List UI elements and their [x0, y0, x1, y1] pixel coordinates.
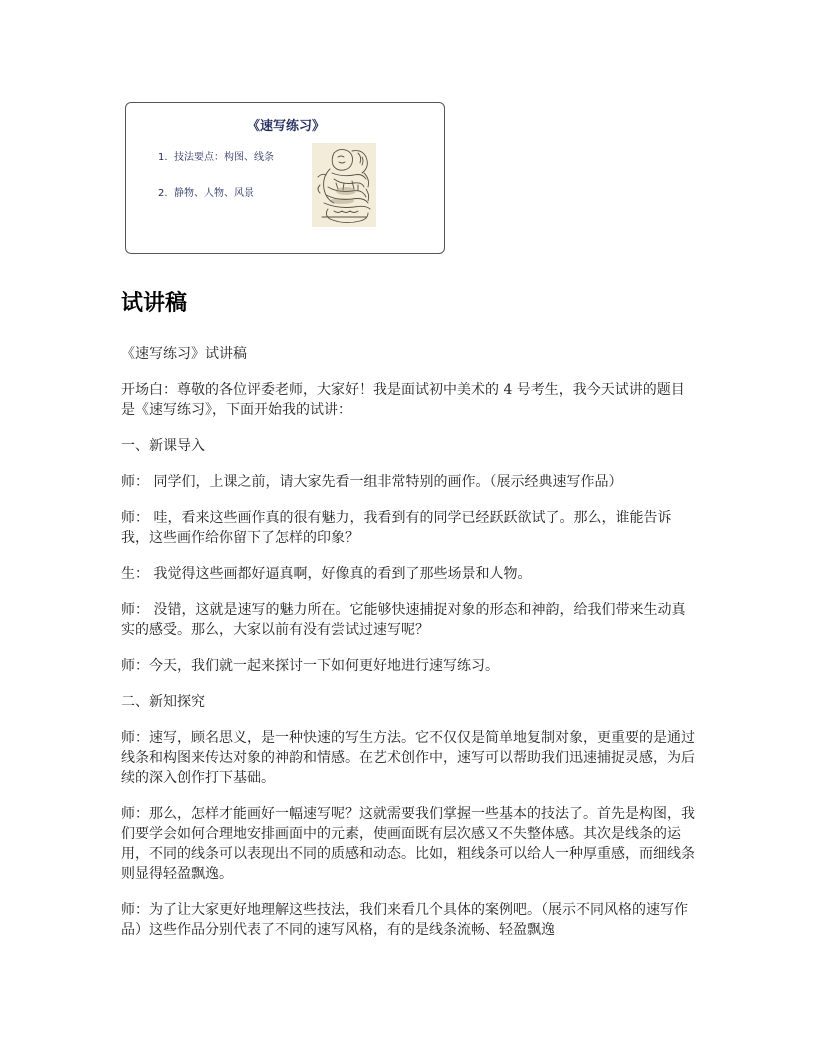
paragraph: 师：今天，我们就一起来探讨一下如何更好地进行速写练习。: [121, 658, 499, 674]
paragraph: 师：那么，怎样才能画好一幅速写呢？这就需要我们掌握一些基本的技法了。首先是构图，我们要学会如何合理地安排画面中的元素，使画面既有层次感又不失整体感。其次是线条的运用，不同的线条可以表现出不同的质感和动态。比如，粗线条可以给人一种厚重感，而细线条则显得轻盈飘逸。: [121, 806, 695, 882]
paragraph: 生： 我觉得这些画都好逼真啊，好像真的看到了那些场景和人物。: [121, 566, 532, 582]
page-heading: 试讲稿: [121, 291, 188, 316]
slide-bullet-list: [158, 151, 274, 223]
sketch-illustration-icon: [312, 143, 376, 227]
slide-bullet-text: 静物、人物、风景: [174, 188, 254, 199]
section-heading: 二、新知探究: [121, 694, 205, 710]
slide-thumbnail: [125, 102, 445, 254]
slide-bullet-item: [158, 151, 274, 165]
slide-bullet-number: 1.: [158, 152, 168, 163]
slide-bullet-text: 技法要点：构图、线条: [174, 152, 274, 163]
document-body: [121, 344, 696, 956]
paragraph: 师： 同学们，上课之前，请大家先看一组非常特别的画作。（展示经典速写作品）: [121, 474, 623, 490]
paragraph: 师：速写，顾名思义，是一种快速的写生方法。它不仅仅是简单地复制对象，更重要的是通过线条和构图来传达对象的神韵和情感。在艺术创作中，速写可以帮助我们迅速捕捉灵感，为后续的深入创作打下基础。: [121, 730, 695, 786]
paragraph: 师： 哇，看来这些画作真的很有魅力，我看到有的同学已经跃跃欲试了。那么，谁能告诉我，这些画作给你留下了怎样的印象？: [121, 510, 672, 546]
paragraph: 师：为了让大家更好地理解这些技法，我们来看几个具体的案例吧。（展示不同风格的速写作品）这些作品分别代表了不同的速写风格，有的是线条流畅、轻盈飘逸: [121, 902, 688, 938]
slide-bullet-item: [158, 187, 274, 201]
slide-bullet-number: 2.: [158, 188, 168, 199]
paragraph: 《速写练习》试讲稿: [121, 346, 247, 362]
paragraph: 师： 没错，这就是速写的魅力所在。它能够快速捕捉对象的形态和神韵，给我们带来生动真实的感受。那么，大家以前有没有尝试过速写呢？: [121, 602, 686, 638]
paragraph: 开场白：尊敬的各位评委老师，大家好！我是面试初中美术的 4 号考生，我今天试讲的题目是《速写练习》，下面开始我的试讲：: [121, 382, 685, 418]
section-heading: 一、新课导入: [121, 438, 205, 454]
slide-title: 《速写练习》: [246, 119, 325, 134]
